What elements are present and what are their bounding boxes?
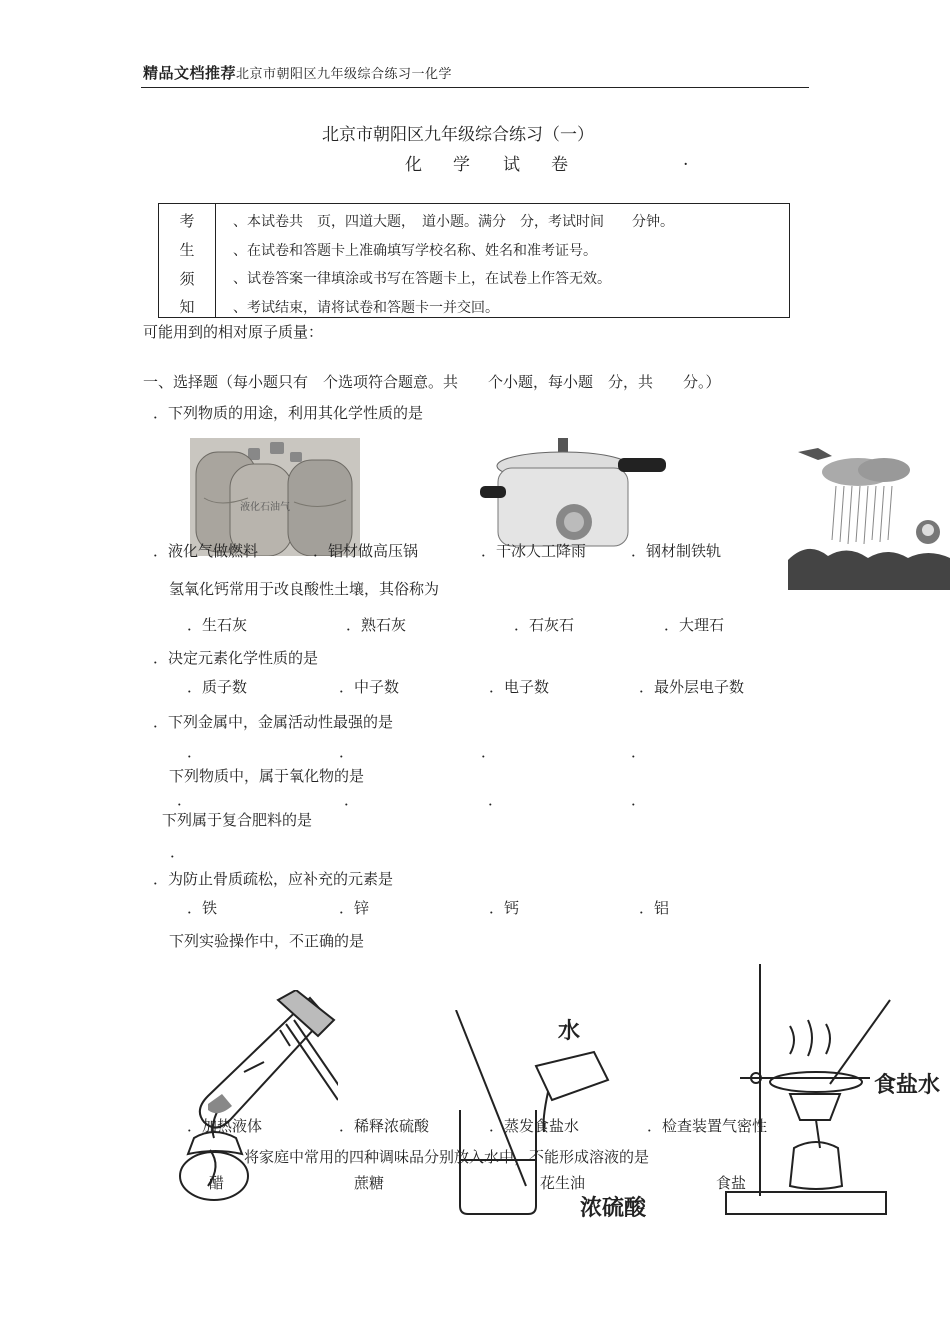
q3-option-d: ．最外层电子数	[639, 678, 745, 696]
q8-option-d: ．检查装置气密性	[647, 1117, 768, 1135]
notice-side-char: 生	[179, 241, 195, 259]
q9-option-d: 食盐	[716, 1174, 747, 1192]
atomic-mass-line: 可能用到的相对原子质量：	[143, 323, 324, 341]
exam-subject-char-2: 学	[453, 155, 470, 175]
question-1-stem: ．下列物质的用途，利用其化学性质的是	[153, 404, 424, 422]
question-2-stem: 氢氧化钙常用于改良酸性土壤，其俗称为	[169, 580, 440, 598]
notice-side-char: 知	[179, 298, 195, 316]
notice-line-1: 、本试卷共 页，四道大题， 道小题。满分 分，考试时间 分钟。	[233, 214, 674, 230]
notice-side-char: 须	[179, 270, 195, 288]
question-3-stem: ．决定元素化学性质的是	[153, 649, 319, 667]
candidate-notice-box	[158, 203, 790, 318]
question-6-stem: 下列属于复合肥料的是	[162, 811, 313, 829]
q2-option-d: ．大理石	[664, 616, 725, 634]
q8-option-b: ．稀释浓硫酸	[339, 1117, 430, 1135]
exam-subject-char-4: 卷	[551, 155, 568, 175]
artificial-rain-illustration	[788, 440, 950, 590]
question-8-stem: 下列实验操作中，不正确的是	[169, 932, 365, 950]
page-header	[143, 62, 452, 83]
header-rule	[141, 87, 809, 88]
question-9-stem: 将家庭中常用的四种调味品分别放入水中，不能形成溶液的是	[244, 1148, 650, 1166]
q9-option-c: 花生油	[540, 1174, 586, 1192]
exam-subject-char-1: 化	[405, 155, 422, 175]
q3-option-c: ．电子数	[489, 678, 550, 696]
exam-title: 北京市朝阳区九年级综合练习（一）	[322, 125, 594, 145]
question-5-stem: 下列物质中，属于氧化物的是	[169, 767, 365, 785]
water-label: 水	[558, 1018, 581, 1044]
q8-option-c: ．蒸发食盐水	[489, 1117, 580, 1135]
q5-option-c: ．	[488, 791, 504, 809]
q4-option-c: ．	[481, 743, 497, 761]
q4-option-b: ．	[339, 743, 355, 761]
q2-option-b: ．熟石灰	[346, 616, 407, 634]
q1-option-d: ．钢材制铁轨	[631, 542, 722, 560]
q2-option-c: ．石灰石	[514, 616, 575, 634]
header-subtitle: 北京市朝阳区九年级综合练习一化学	[236, 67, 453, 82]
lpg-tanks-photo	[190, 438, 360, 556]
q4-option-a: ．	[187, 743, 203, 761]
concentrated-sulfuric-acid-label: 浓硫酸	[580, 1195, 647, 1220]
notice-side-char: 考	[179, 212, 195, 230]
heating-liquid-diagram	[178, 990, 338, 1215]
q1-option-c: ．干冰人工降雨	[481, 542, 587, 560]
q2-option-a: ．生石灰	[187, 616, 248, 634]
question-4-stem: ．下列金属中，金属活动性最强的是	[153, 713, 394, 731]
q5-option-d: ．	[631, 791, 647, 809]
q1-option-b: ．铝材做高压锅	[313, 542, 419, 560]
header-title: 精品文档推荐	[143, 64, 237, 82]
notice-line-4: 、考试结束，请将试卷和答题卡一并交回。	[233, 300, 499, 316]
exam-subject-dot: .	[683, 150, 689, 170]
q4-option-d: ．	[631, 743, 647, 761]
question-7-stem: ．为防止骨质疏松，应补充的元素是	[153, 870, 394, 888]
q9-option-a: 醋	[209, 1174, 225, 1192]
q8-option-a: ．加热液体	[187, 1117, 263, 1135]
q7-option-d: ．铝	[639, 899, 670, 917]
q3-option-a: ．质子数	[187, 678, 248, 696]
section-heading: 一、选择题（每小题只有 个选项符合题意。共 个小题，每小题 分，共 分。）	[143, 373, 721, 391]
q7-option-c: ．钙	[489, 899, 520, 917]
lpg-tank-label: 液化石油气	[240, 502, 290, 513]
q1-option-a: ．液化气做燃料	[153, 542, 259, 560]
brine-label: 食盐水	[874, 1072, 941, 1098]
notice-divider	[215, 204, 216, 317]
notice-line-2: 、在试卷和答题卡上准确填写学校名称、姓名和准考证号。	[233, 243, 597, 259]
q3-option-b: ．中子数	[339, 678, 400, 696]
q7-option-b: ．锌	[339, 899, 370, 917]
notice-line-3: 、试卷答案一律填涂或书写在答题卡上，在试卷上作答无效。	[233, 271, 611, 287]
q5-option-b: ．	[344, 791, 360, 809]
q6-option-a: ．	[170, 843, 186, 861]
q9-option-b: 蔗糖	[354, 1174, 385, 1192]
exam-subject-char-3: 试	[503, 155, 520, 175]
q5-option-a: ．	[177, 791, 193, 809]
evaporating-brine-diagram	[720, 960, 950, 1218]
q7-option-a: ．铁	[187, 899, 218, 917]
